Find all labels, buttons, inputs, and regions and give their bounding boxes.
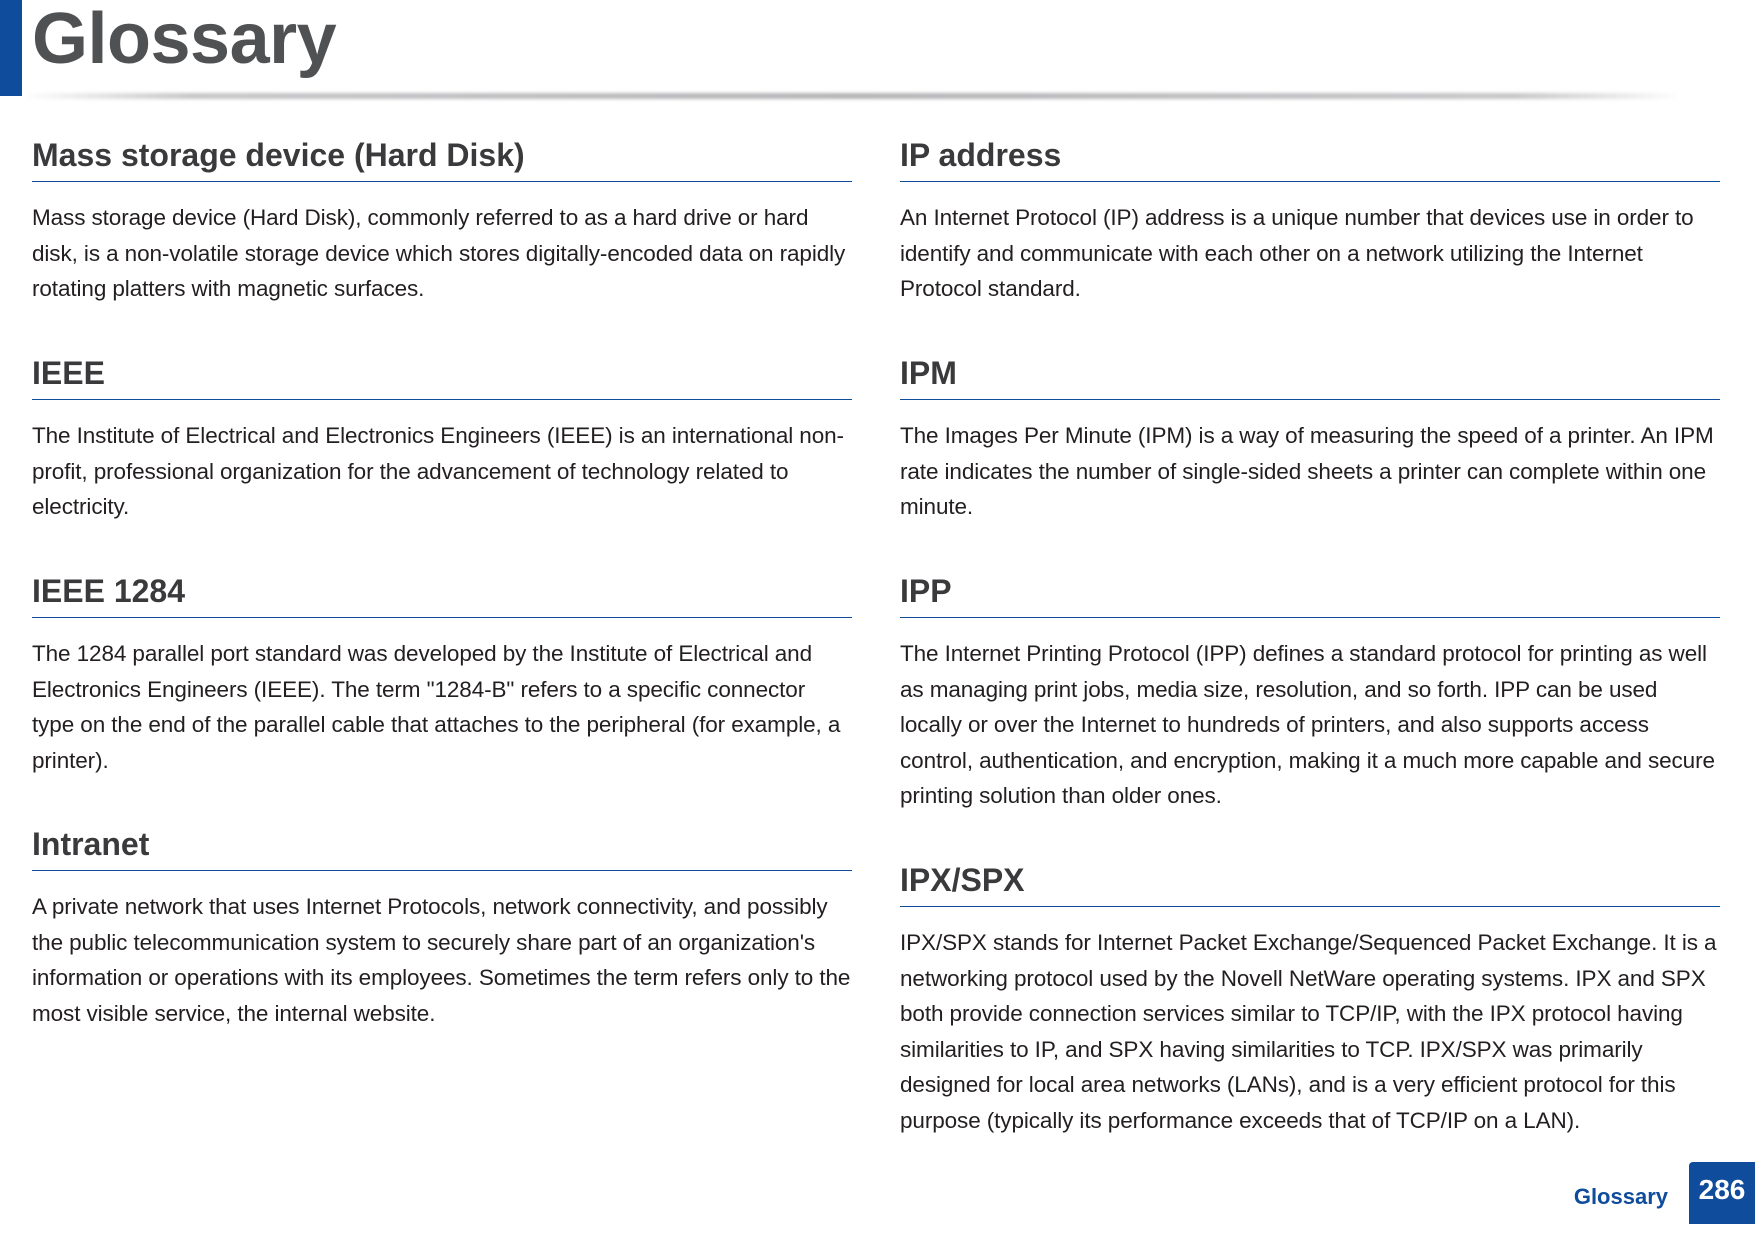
entry-definition: Mass storage device (Hard Disk), commonly referred to as a hard drive or hard disk, is a non-volatile storage device which stores digitally-encoded data on rapidly rotating platters with magnetic surfaces. xyxy=(32,205,846,301)
title-divider xyxy=(22,93,1682,99)
entry-definition: IPX/SPX stands for Internet Packet Exchange/Sequenced Packet Exchange. It is a networking protocol used by the Novell NetWare operating systems. IPX and SPX both provide connection services similar to TCP/IP, with the IPX protocol having similarities to IP, and SPX having similarities to TCP. IPX/SPX was primarily designed for local area networks (LANs), and is a very efficient protocol for this purpose (typically its performance exceeds that of TCP/IP on a LAN). xyxy=(900,930,1717,1133)
title-accent-bar xyxy=(0,0,22,96)
entry-heading: IPP xyxy=(900,571,1720,618)
entry-heading: Intranet xyxy=(32,824,852,871)
entry-definition: The 1284 parallel port standard was developed by the Institute of Electrical and Electronics Engineers (IEEE). The term "1284-B" refers to a specific connector type on the end of the parallel cable that attaches to the peripheral (for example, a printer). xyxy=(32,641,841,773)
entry-heading: IEEE 1284 xyxy=(32,571,852,618)
entry-definition: The Images Per Minute (IPM) is a way of measuring the speed of a printer. An IPM rate indicates the number of single-sided sheets a printer can complete within one minute. xyxy=(900,423,1714,519)
glossary-entry xyxy=(32,571,852,778)
glossary-entry xyxy=(900,860,1720,1138)
glossary-entry xyxy=(900,135,1720,307)
glossary-entry xyxy=(900,571,1720,814)
glossary-entry xyxy=(32,135,852,307)
entry-heading: IP address xyxy=(900,135,1720,182)
page-title: Glossary xyxy=(32,0,337,79)
entry-heading: IPX/SPX xyxy=(900,860,1720,907)
entry-definition: An Internet Protocol (IP) address is a unique number that devices use in order to identify and communicate with each other on a network utilizing the Internet Protocol standard. xyxy=(900,205,1694,301)
entry-heading: Mass storage device (Hard Disk) xyxy=(32,135,852,182)
entry-heading: IPM xyxy=(900,353,1720,400)
entry-definition: The Internet Printing Protocol (IPP) defines a standard protocol for printing as well as managing print jobs, media size, resolution, and so forth. IPP can be used locally or over the Internet to hundreds of printers, and also supports access control, authentication, and encryption, making it a much more capable and secure printing solution than older ones. xyxy=(900,641,1715,808)
glossary-entry xyxy=(900,353,1720,525)
page-number-badge: 286 xyxy=(1689,1162,1755,1224)
glossary-entry xyxy=(32,824,852,1031)
entry-heading: IEEE xyxy=(32,353,852,400)
entry-definition: The Institute of Electrical and Electronics Engineers (IEEE) is an international non-profit, professional organization for the advancement of technology related to electricity. xyxy=(32,423,844,519)
glossary-entry xyxy=(32,353,852,525)
footer-section-label: Glossary xyxy=(1573,1184,1668,1209)
entry-definition: A private network that uses Internet Protocols, network connectivity, and possibly the public telecommunication system to securely share part of an organization's information or operations with its employees. Sometimes the term refers only to the most visible service, the internal website. xyxy=(32,894,851,1026)
